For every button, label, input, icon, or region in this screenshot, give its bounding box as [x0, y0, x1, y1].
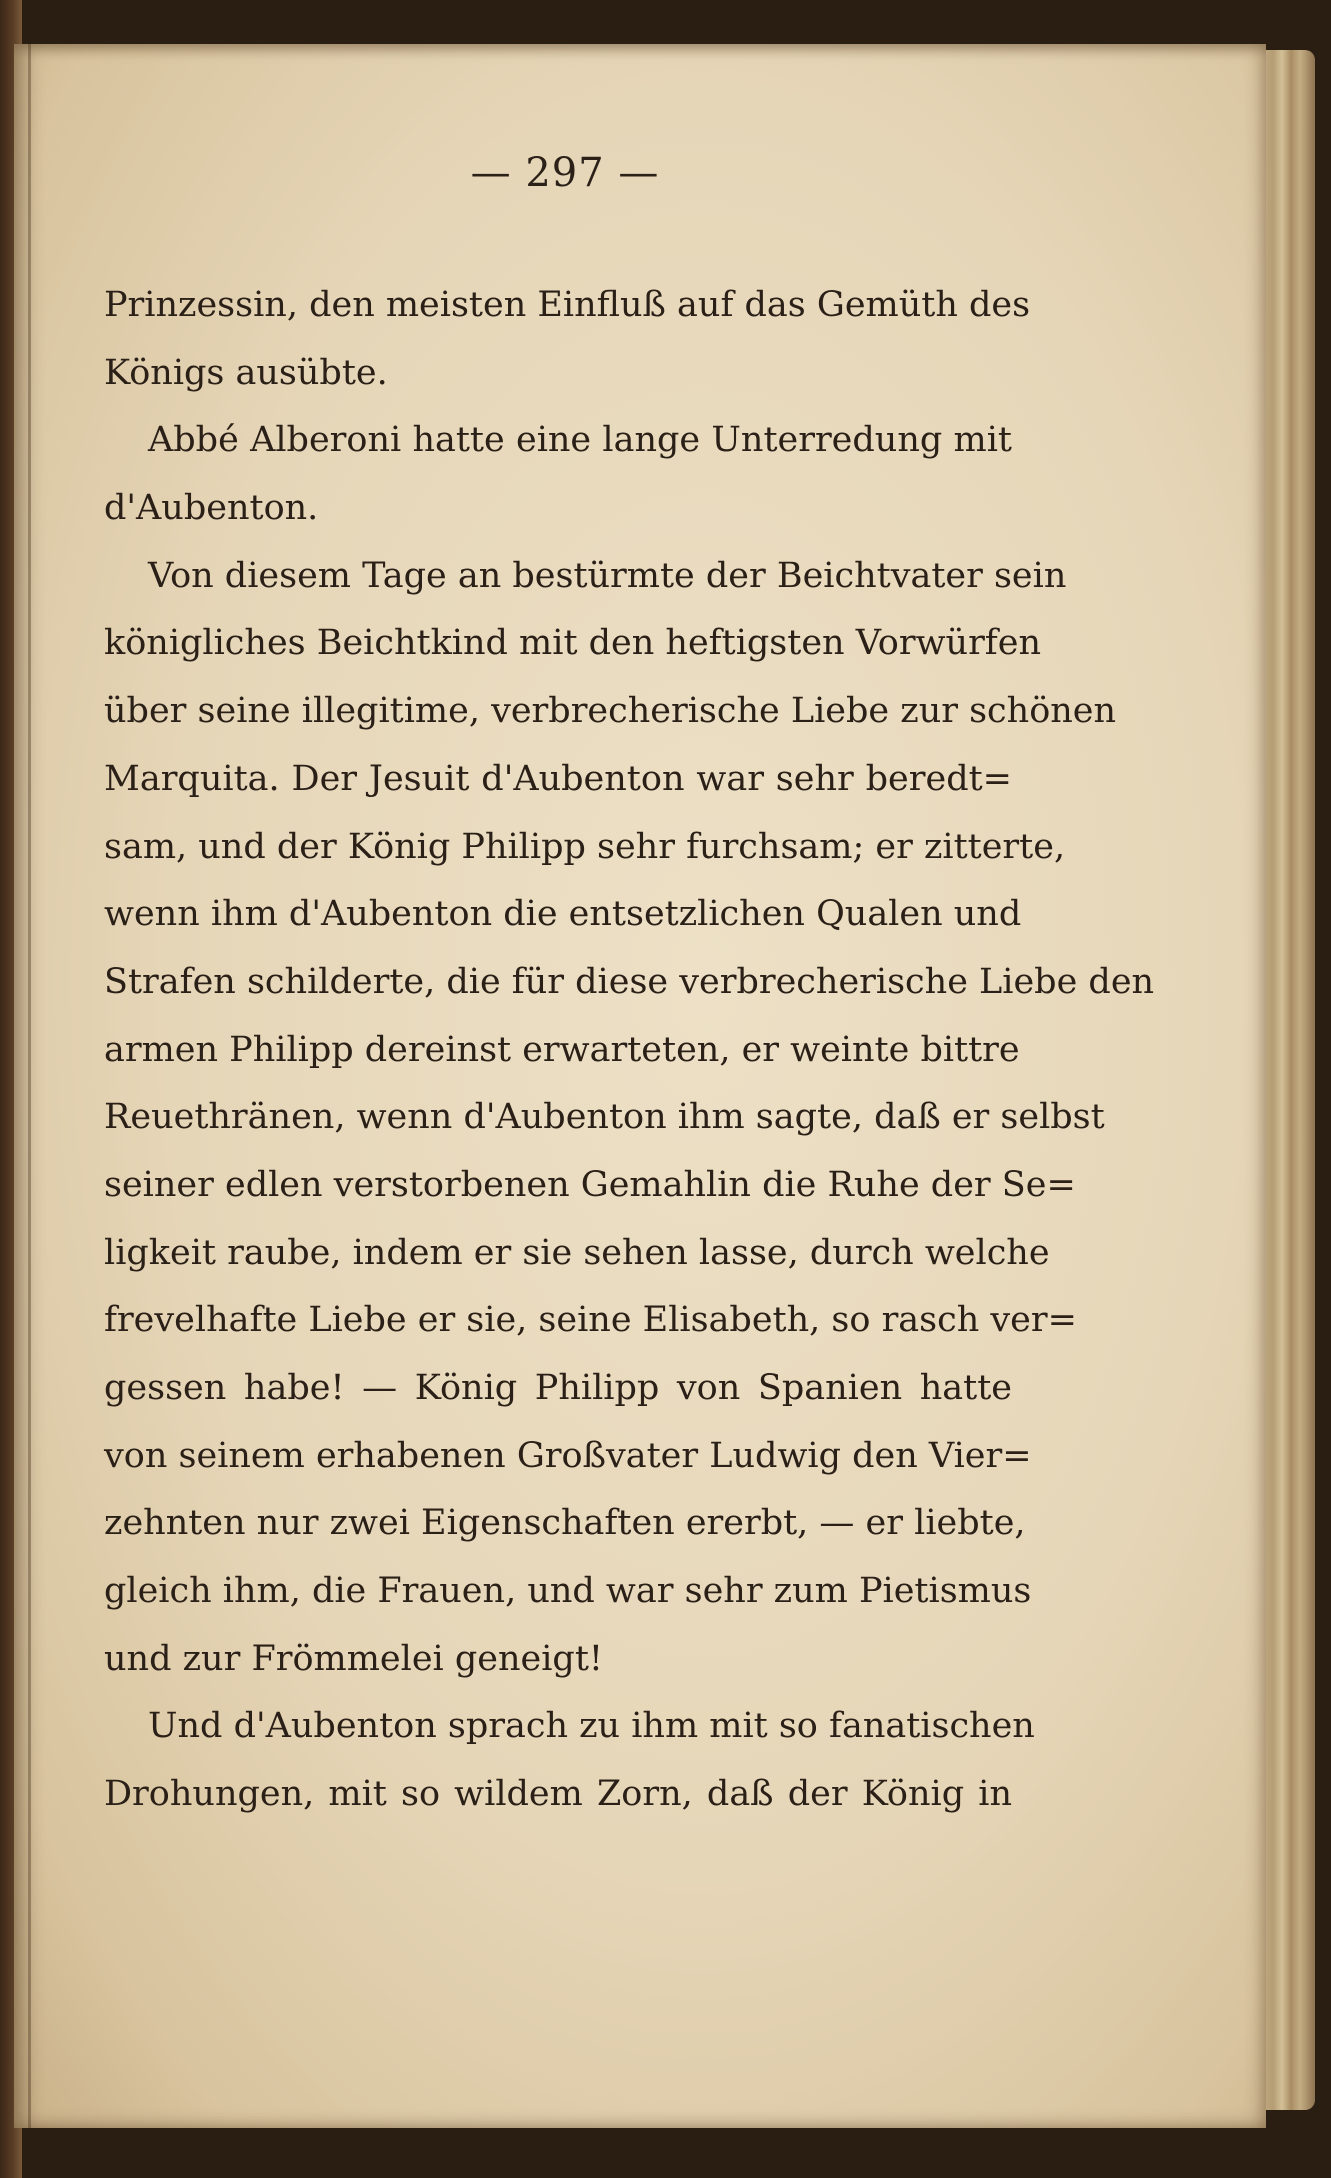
- text-line: Und d'Aubenton sprach zu ihm mit so fanatischen: [148, 1706, 1035, 1747]
- text-line: sam, und der König Philipp sehr furchsam; er zitterte,: [104, 826, 1066, 867]
- page-body-text: [104, 272, 1155, 1829]
- page-gutter: [28, 44, 31, 2128]
- text-line: Königs ausübte.: [104, 352, 388, 393]
- text-line: über seine illegitime, verbrecherische Liebe zur schönen: [104, 691, 1117, 732]
- text-line: gleich ihm, die Frauen, und war sehr zum Pietismus: [104, 1571, 1032, 1612]
- text-line: und zur Frömmelei geneigt!: [104, 1638, 603, 1679]
- text-line: Strafen schilderte, die für diese verbrecherische Liebe den: [104, 961, 1155, 1002]
- page-number: — 297 —: [470, 150, 660, 196]
- text-line: Reuethränen, wenn d'Aubenton ihm sagte, daß er selbst: [104, 1097, 1105, 1138]
- text-line: frevelhafte Liebe er sie, seine Elisabeth, so rasch ver=: [104, 1300, 1077, 1341]
- text-line: armen Philipp dereinst erwarteten, er weinte bittre: [104, 1029, 1020, 1070]
- text-line: Abbé Alberoni hatte eine lange Unterredung mit: [148, 420, 1012, 461]
- text-line: Drohungen, mit so wildem Zorn, daß der König in: [104, 1774, 1012, 1815]
- text-line: gessen habe! — König Philipp von Spanien hatte: [104, 1368, 1012, 1408]
- text-line: seiner edlen verstorbenen Gemahlin die Ruhe der Se=: [104, 1164, 1076, 1205]
- text-line: d'Aubenton.: [104, 488, 319, 529]
- text-line: königliches Beichtkind mit den heftigsten Vorwürfen: [104, 623, 1042, 664]
- text-line: von seinem erhabenen Großvater Ludwig den Vier=: [104, 1435, 1032, 1476]
- text-line: wenn ihm d'Aubenton die entsetzlichen Qualen und: [104, 894, 1022, 935]
- text-line: Von diesem Tage an bestürmte der Beichtvater sein: [148, 555, 1067, 596]
- text-line: Prinzessin, den meisten Einfluß auf das Gemüth des: [104, 285, 1031, 325]
- text-line: zehnten nur zwei Eigenschaften ererbt, — er liebte,: [104, 1503, 1026, 1544]
- text-line: Marquita. Der Jesuit d'Aubenton war sehr beredt=: [104, 758, 1012, 799]
- text-line: ligkeit raube, indem er sie sehen lasse, durch welche: [104, 1232, 1050, 1273]
